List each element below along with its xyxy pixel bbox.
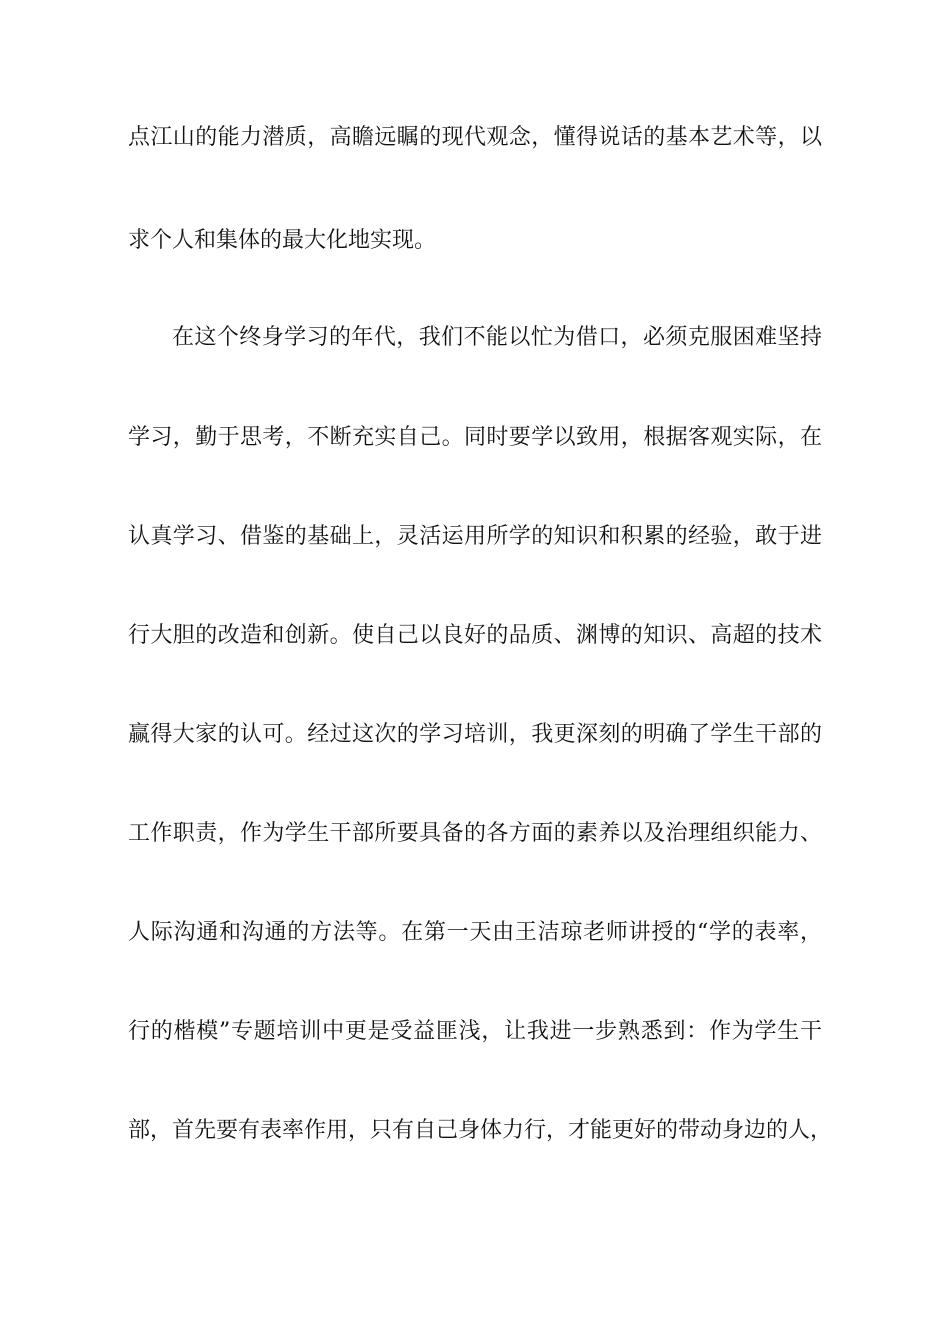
text-line: 部，首先要有表率作用，只有自己身体力行，才能更好的带动身边的人，: [128, 1118, 833, 1143]
text-line: 在这个终身学习的年代，我们不能以忙为借口，必须克服困难坚持: [172, 325, 822, 350]
text-line: 求个人和集体的最大化地实现。: [128, 228, 437, 253]
text-line: 认真学习、借鉴的基础上，灵活运用所学的知识和积累的经验，敢于进: [128, 524, 822, 549]
text-line: 工作职责，作为学生干部所要具备的各方面的素养以及治理组织能力、: [128, 821, 822, 846]
text-line: 点江山的能力潜质，高瞻远瞩的现代观念，懂得说话的基本艺术等，以: [128, 125, 822, 150]
text-line: 行的楷模”专题培训中更是受益匪浅，让我进一步熟悉到：作为学生干: [128, 1019, 822, 1044]
text-line: 学习，勤于思考，不断充实自己。同时要学以致用，根据客观实际，在: [128, 425, 822, 450]
text-line: 人际沟通和沟通的方法等。在第一天由王洁琼老师讲授的“学的表率，: [128, 920, 822, 945]
text-line: 赢得大家的认可。经过这次的学习培训，我更深刻的明确了学生干部的: [128, 722, 822, 747]
text-line: 行大胆的改造和创新。使自己以良好的品质、渊博的知识、高超的技术: [128, 623, 822, 648]
